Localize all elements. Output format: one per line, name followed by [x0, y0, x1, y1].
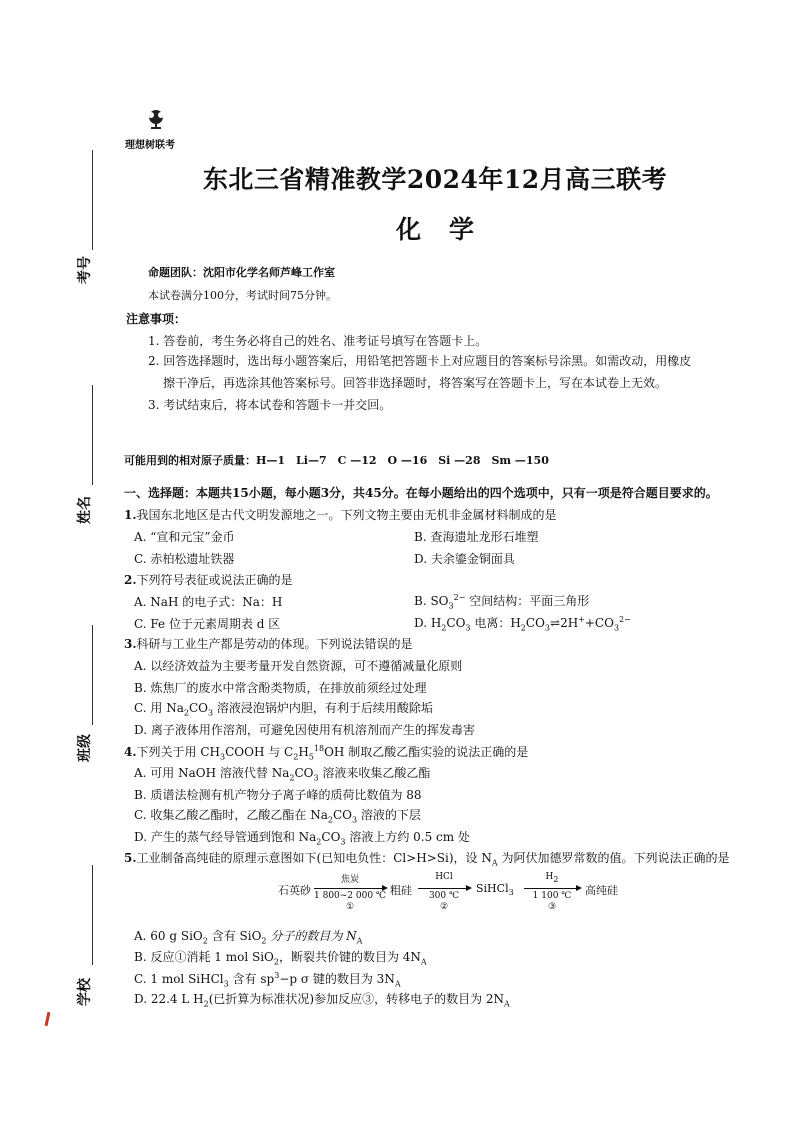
flow-mid-2 — [476, 882, 514, 897]
q3-option-a: A. 以经济效益为主要考量开发自然资源，可不遵循减量化原则 — [134, 659, 463, 673]
arrow-2-condition: 300 ℃ — [428, 891, 460, 901]
q2-option-a: A. NaH 的电子式：Na：H — [134, 595, 283, 609]
flow-start: 石英砂 — [278, 884, 311, 897]
question-text: 我国东北地区是古代文明发源地之一。下列文物主要由无机非金属材料制成的是 — [136, 508, 557, 522]
atomic-mass: 可能用到的相对原子质量：H—1 Li—7 C —12 O —16 Si —28 Sm —150 — [124, 454, 549, 467]
arrow-3-number: ③ — [547, 902, 557, 912]
flow-end: 高纯硅 — [585, 884, 618, 897]
q4-option-c — [134, 808, 421, 825]
text: A. 60 g SiO — [134, 929, 203, 943]
superscript: + — [578, 615, 585, 624]
arrow-head — [576, 885, 582, 891]
notice-heading: 注意事项： — [126, 312, 187, 326]
subscript: 2 — [520, 623, 526, 633]
subscript: 3 — [340, 837, 346, 847]
subscript: 3 — [223, 979, 229, 989]
text: CO — [525, 616, 545, 630]
subscript: 3 — [508, 888, 514, 898]
superscript: 2− — [619, 615, 631, 624]
text: 溶液来收集乙酸乙酯 — [318, 766, 431, 780]
q1-option-a: A. “宣和元宝”金币 — [134, 530, 235, 544]
text: D. 22.4 L H — [134, 992, 204, 1006]
q3-option-d: D. 离子液体用作溶剂，可避免因使用有机溶剂而产生的挥发毒害 — [134, 723, 475, 737]
section-heading: 一、选择题：本题共15小题，每小题3分，共45分。在每小题给出的四个选项中，只有一项是符合题目要求的。 — [124, 486, 718, 500]
arrow-3-condition: 1 100 ℃ — [532, 891, 572, 901]
text: H — [545, 872, 554, 882]
subscript: A — [394, 979, 401, 989]
pen-mark — [45, 1012, 51, 1026]
text: 溶液浸泡锅炉内胆，有利于后续用酸除垢 — [213, 701, 433, 715]
text: B. SO — [414, 594, 449, 608]
text: 电离：H — [470, 616, 521, 630]
subscript: 2 — [289, 773, 295, 783]
superscript: 18 — [313, 744, 325, 753]
subscript: 3 — [613, 623, 620, 633]
margin-label-name: 姓名 — [77, 496, 93, 524]
logo — [125, 108, 176, 151]
text: D. 产生的蒸气经导管通到饱和 Na — [134, 830, 317, 844]
question-number: 5. — [124, 851, 137, 865]
margin-line — [92, 385, 93, 485]
subscript: 3 — [465, 623, 471, 633]
q5-option-a — [134, 929, 362, 946]
arrow-3 — [524, 888, 580, 889]
text: ⇌2H — [550, 616, 579, 630]
subscript: 2 — [316, 837, 322, 847]
text: 含有 sp — [228, 972, 275, 986]
margin-line — [92, 150, 93, 250]
subscript: 3 — [313, 773, 319, 783]
text: COOH 与 C — [225, 745, 294, 759]
text: C. 用 Na — [134, 701, 184, 715]
subscript: 2 — [183, 708, 189, 718]
q3-option-b: B. 炼焦厂的废水中常含酚类物质，在排放前须经过处理 — [134, 681, 427, 695]
notice-item-2: 2. 回答选择题时，选出每小题答案后，用铅笔把答题卡上对应题目的答案标号涂黑。如需改动，用橡皮 — [148, 354, 692, 368]
text: 分子的数目为 N — [266, 929, 357, 943]
subscript: 2 — [553, 874, 559, 884]
subscript: A — [491, 858, 498, 868]
q4-option-b: B. 质谱法检测有机产物分子离子峰的质荷比数值为 88 — [134, 788, 422, 802]
notice-item-2-cont: 擦干净后，再选涂其他答案标号。回答非选择题时，将答案写在答题卡上，写在本试卷上无效。 — [163, 376, 668, 390]
subscript: 2 — [441, 623, 447, 633]
arrow-2-number: ② — [439, 902, 449, 912]
subscript: 2 — [203, 999, 209, 1009]
logo-text: 理想树联考 — [125, 140, 175, 151]
text: D. H — [414, 616, 442, 630]
flow-mid-1: 粗硅 — [390, 884, 412, 897]
subscript: 2 — [261, 936, 267, 946]
question-number: 1. — [124, 508, 137, 522]
text: CO — [321, 830, 341, 844]
question-3-stem — [124, 637, 413, 651]
q3-option-c — [134, 701, 433, 718]
arrow-2 — [418, 888, 470, 889]
margin-label-school: 学校 — [77, 978, 93, 1006]
q1-option-c: C. 赤柏松遗址铁器 — [134, 552, 235, 566]
text: SiHCl — [476, 882, 509, 895]
text: C. 1 mol SiHCl — [134, 972, 224, 986]
page-title: 东北三省精准教学2024年12月高三联考 — [202, 165, 668, 194]
notice-item-3: 3. 考试结束后，将本试卷和答题卡一并交回。 — [148, 398, 392, 412]
arrow-1 — [314, 888, 386, 889]
text: C. 收集乙酸乙酯时，乙酸乙酯在 Na — [134, 808, 328, 822]
question-number: 2. — [124, 573, 137, 587]
text: 含有 SiO — [207, 929, 262, 943]
margin-line — [92, 625, 93, 725]
arrow-3-reagent — [546, 872, 559, 884]
q2-option-c: C. Fe 位于元素周期表 d 区 — [134, 617, 281, 631]
q5-option-c — [134, 971, 401, 989]
subscript: A — [356, 936, 363, 946]
subject-title: 化学 — [395, 215, 502, 244]
arrow-1-number: ① — [345, 902, 355, 912]
superscript: 2− — [453, 593, 466, 602]
question-text: 科研与工业生产都是劳动的体现。下列说法错误的是 — [136, 637, 413, 651]
text: CO — [188, 701, 208, 715]
subscript: 2 — [202, 936, 208, 946]
q1-option-d: D. 夫余鎏金铜面具 — [414, 552, 515, 566]
subscript: A — [504, 999, 510, 1009]
text: (已折算为标准状况)参加反应③，转移电子的数目为 2N — [208, 992, 505, 1006]
q2-option-d — [414, 615, 631, 633]
text: CO — [294, 766, 314, 780]
subscript: 2 — [293, 752, 299, 762]
subscript: 3 — [220, 752, 226, 762]
margin-label-exam-no: 考号 — [77, 256, 93, 284]
text: OH 制取乙酸乙酯实验的说法正确的是 — [324, 745, 529, 759]
tree-logo-icon — [145, 108, 167, 130]
text: A. 可用 NaOH 溶液代替 Na — [134, 766, 290, 780]
text: 下列关于用 CH — [136, 745, 220, 759]
subscript: 3 — [544, 623, 551, 633]
subscript: 3 — [351, 815, 358, 825]
authoring-team: 命题团队：沈阳市化学名师芦峰工作室 — [148, 266, 335, 279]
text: B. 反应①消耗 1 mol SiO — [134, 950, 274, 964]
question-1-stem — [124, 508, 557, 522]
subscript: A — [420, 957, 427, 967]
subscript: 2 — [327, 815, 333, 825]
question-number: 3. — [124, 637, 137, 651]
arrow-1-condition: 1 800~2 000 ℃ — [314, 891, 386, 901]
margin-line — [92, 865, 93, 965]
notice-item-1: 1. 答卷前，考生务必将自己的姓名、准考证号填写在答题卡上。 — [148, 334, 488, 348]
text: H — [298, 745, 309, 759]
q1-option-b: B. 查海遗址龙形石堆塑 — [414, 530, 539, 544]
text: −p σ 键的数目为 3N — [279, 972, 395, 986]
text: +CO — [584, 616, 614, 630]
arrow-1-reagent: 焦炭 — [340, 875, 360, 885]
subscript: 3 — [448, 601, 454, 611]
question-5-stem — [124, 851, 729, 868]
text: CO — [332, 808, 352, 822]
q2-option-b — [414, 593, 589, 611]
text: CO — [446, 616, 466, 630]
margin-label-class: 班级 — [77, 734, 93, 762]
subscript: 2 — [273, 957, 279, 967]
q4-option-d — [134, 830, 470, 847]
reaction-flow-diagram — [278, 870, 698, 918]
q4-option-a — [134, 766, 430, 783]
arrow-2-reagent: HCl — [435, 872, 453, 882]
q5-option-d — [134, 992, 510, 1009]
question-text: 下列符号表征或说法正确的是 — [136, 573, 293, 587]
text: 溶液的下层 — [357, 808, 421, 822]
text: 为阿伏加德罗常数的值。下列说法正确的是 — [497, 851, 730, 865]
text: 溶液上方约 0.5 cm 处 — [345, 830, 470, 844]
exam-score-time: 本试卷满分100分，考试时间75分钟。 — [148, 289, 337, 302]
subscript: 3 — [207, 708, 214, 718]
question-number: 4. — [124, 745, 137, 759]
text: 空间结构：平面三角形 — [465, 594, 590, 608]
superscript: 3 — [274, 971, 280, 980]
subscript: 5 — [308, 752, 314, 762]
question-2-stem — [124, 573, 293, 587]
text: 工业制备高纯硅的原理示意图如下(已知电负性：Cl>H>Si)，设 N — [136, 851, 492, 865]
arrow-head — [466, 885, 472, 891]
question-4-stem — [124, 744, 528, 762]
text: ，断裂共价键的数目为 4N — [278, 950, 421, 964]
q5-option-b — [134, 950, 427, 967]
